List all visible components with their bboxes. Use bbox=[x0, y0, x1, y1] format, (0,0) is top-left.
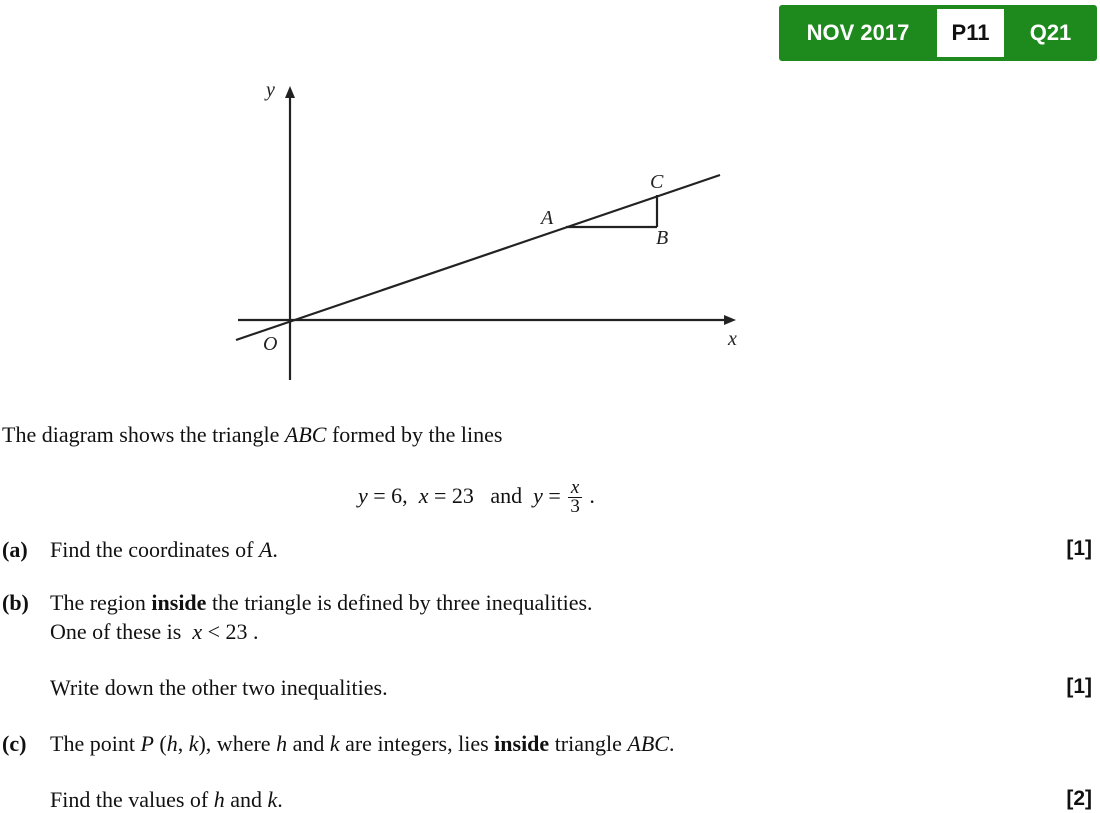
part-a-label: (a) bbox=[2, 537, 28, 562]
part-a-text: Find the coordinates of A. bbox=[50, 537, 278, 562]
point-b-label: B bbox=[656, 227, 669, 249]
exam-date: NOV 2017 bbox=[806, 20, 910, 45]
question-number: Q21 bbox=[1029, 20, 1072, 45]
y-axis-label: y bbox=[266, 79, 275, 101]
point-a-label: A bbox=[541, 207, 554, 229]
point-c-label: C bbox=[650, 171, 664, 193]
part-c-marks: [2] bbox=[1066, 787, 1092, 810]
part-b-line2: One of these is x < 23 . bbox=[50, 619, 259, 644]
intro-text: The diagram shows the triangle ABC formed by the lines bbox=[2, 422, 503, 447]
fraction-x-over-3: $\frac{x}{3}$ bbox=[570, 477, 580, 518]
paper-code: P11 bbox=[937, 9, 1004, 57]
part-c-line1: The point P (h, k), where h and k are integers, lies inside triangle ABC. bbox=[50, 731, 675, 756]
origin-label: O bbox=[263, 333, 278, 355]
part-b-marks: [1] bbox=[1066, 675, 1092, 698]
part-a-marks: [1] bbox=[1066, 537, 1092, 560]
part-b-line1: The region inside the triangle is defined by three inequalities. bbox=[50, 590, 593, 615]
equation-line: y = 6, x = 23 and y = $\frac{x}{3}$ . bbox=[358, 477, 595, 518]
part-b-label: (b) bbox=[2, 590, 29, 615]
part-b-line3: Write down the other two inequalities. bbox=[50, 675, 388, 700]
part-c-line2: Find the values of h and k. bbox=[50, 787, 283, 812]
line-y-equals-x-over-3 bbox=[236, 175, 720, 340]
x-axis-label: x bbox=[728, 328, 737, 350]
part-c-label: (c) bbox=[2, 731, 27, 756]
